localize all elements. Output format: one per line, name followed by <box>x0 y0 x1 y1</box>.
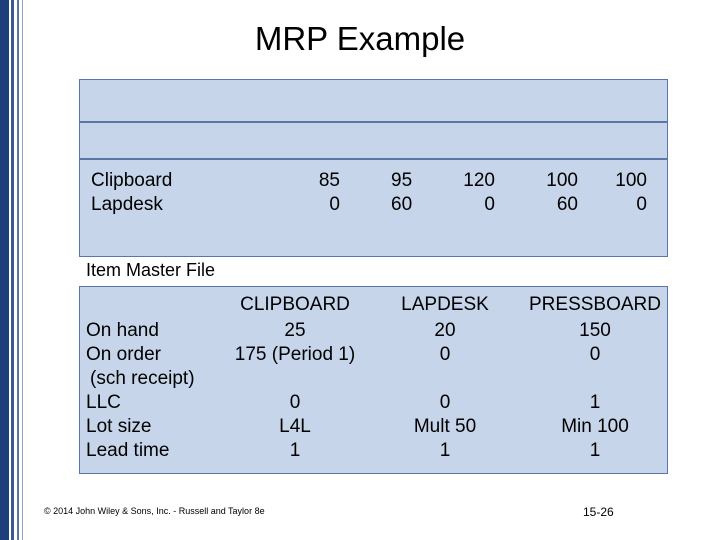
schedule-value: 0 <box>484 194 495 215</box>
slide-title: MRP Example <box>254 20 466 57</box>
cell-lead-time: 1 <box>289 440 301 461</box>
cell-llc: 0 <box>439 392 451 413</box>
schedule-header-row-2 <box>79 122 668 159</box>
row-label-lead-time: Lead time <box>86 440 170 461</box>
cell-lot-size: L4L <box>279 416 311 437</box>
cell-on-hand: 20 <box>434 320 456 341</box>
schedule-value: 60 <box>556 194 578 215</box>
schedule-value: 100 <box>546 170 578 191</box>
schedule-value: 85 <box>318 170 340 191</box>
row-label-on-hand: On hand <box>86 320 159 341</box>
schedule-header-row-1 <box>79 79 668 122</box>
cell-lead-time: 1 <box>589 440 601 461</box>
left-decor-stripes <box>0 0 30 540</box>
schedule-item-lapdesk: Lapdesk <box>91 194 163 215</box>
cell-lot-size: Mult 50 <box>413 416 477 437</box>
schedule-value: 0 <box>636 194 647 215</box>
column-header-pressboard: PRESSBOARD <box>529 294 661 315</box>
cell-on-order: 0 <box>439 344 451 365</box>
schedule-value: 120 <box>463 170 495 191</box>
cell-llc: 1 <box>589 392 601 413</box>
item-master-label: Item Master File <box>86 260 216 280</box>
cell-lot-size: Min 100 <box>561 416 629 437</box>
column-header-clipboard: CLIPBOARD <box>240 294 350 315</box>
row-label-sch-receipt: (sch receipt) <box>90 368 195 389</box>
column-header-lapdesk: LAPDESK <box>401 294 489 315</box>
schedule-value: 60 <box>391 194 413 215</box>
copyright-footer: © 2014 John Wiley & Sons, Inc. - Russell and Taylor 8e <box>44 506 265 516</box>
cell-on-hand: 25 <box>284 320 306 341</box>
schedule-value: 100 <box>615 170 647 191</box>
cell-llc: 0 <box>289 392 301 413</box>
schedule-value: 95 <box>391 170 413 191</box>
cell-on-hand: 150 <box>579 320 611 341</box>
page-number: 15-26 <box>583 505 614 519</box>
row-label-llc: LLC <box>86 392 121 413</box>
cell-on-order: 0 <box>589 344 601 365</box>
cell-lead-time: 1 <box>439 440 451 461</box>
row-label-on-order: On order <box>86 344 161 365</box>
cell-on-order: 175 (Period 1) <box>234 344 356 365</box>
schedule-item-clipboard: Clipboard <box>91 170 173 191</box>
row-label-lot-size: Lot size <box>86 416 152 437</box>
schedule-value: 0 <box>329 194 340 215</box>
